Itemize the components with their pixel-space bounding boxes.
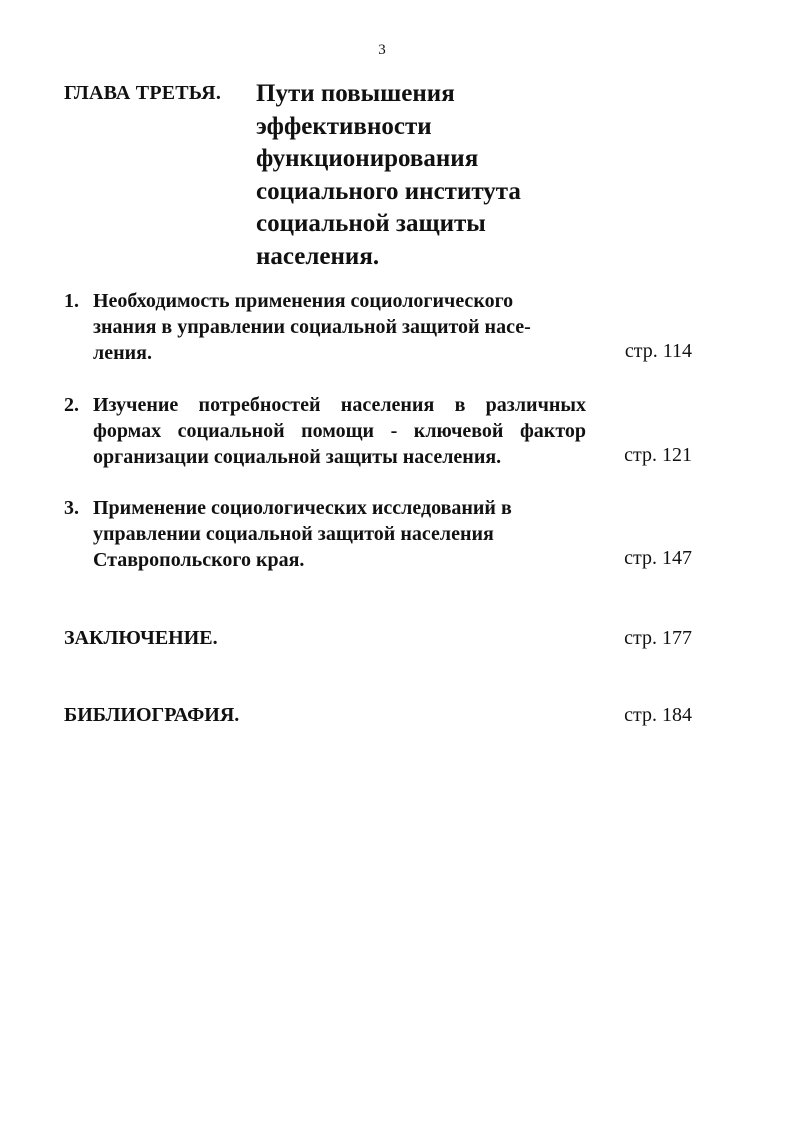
chapter-title-line: Пути повышения <box>256 80 455 107</box>
chapter-label: ГЛАВА ТРЕТЬЯ. <box>64 82 222 104</box>
conclusion-page: стр. 177 <box>624 627 692 649</box>
toc-bibliography <box>64 702 692 728</box>
toc-item-page: стр. 147 <box>624 547 692 569</box>
toc-item-2 <box>64 392 704 470</box>
toc-item-line: ления. <box>93 342 152 364</box>
chapter-title-line: функционирования <box>256 145 479 172</box>
chapter-title-line: социальной защиты <box>256 210 486 237</box>
toc-item-line: Необходимость применения социологического <box>93 290 514 312</box>
toc-item-page: стр. 121 <box>624 444 692 466</box>
toc-item-line: формах социальной помощи - ключевой фактор <box>93 420 586 442</box>
toc-item-line: Применение социологических исследований в <box>93 497 512 519</box>
toc-item-page: стр. 114 <box>624 340 692 362</box>
bibliography-page: стр. 184 <box>624 704 692 726</box>
chapter-title-line: эффективности <box>256 112 432 140</box>
toc-item-number: 1. <box>64 290 79 312</box>
toc-item-line: организации социальной защиты населения. <box>93 446 502 468</box>
bibliography-label: БИБЛИОГРАФИЯ. <box>64 704 240 726</box>
toc-item-line: Ставропольского края. <box>93 549 305 571</box>
toc-item-line: управлении социальной защитой населения <box>93 523 494 545</box>
toc-conclusion <box>64 625 692 651</box>
toc-item-number: 3. <box>64 497 79 519</box>
chapter-title <box>256 78 576 273</box>
conclusion-label: ЗАКЛЮЧЕНИЕ. <box>64 627 218 649</box>
chapter-title-line: населения. <box>256 242 380 270</box>
toc-item-1 <box>64 288 704 366</box>
chapter-title-line: социального института <box>256 177 521 205</box>
toc-item-line: знания в управлении социальной защитой насе- <box>93 316 531 338</box>
toc-item-line: Изучение потребностей населения в различных <box>93 394 586 416</box>
page-number: 3 <box>378 42 386 58</box>
toc-item-3 <box>64 495 704 573</box>
toc-item-number: 2. <box>64 394 79 416</box>
